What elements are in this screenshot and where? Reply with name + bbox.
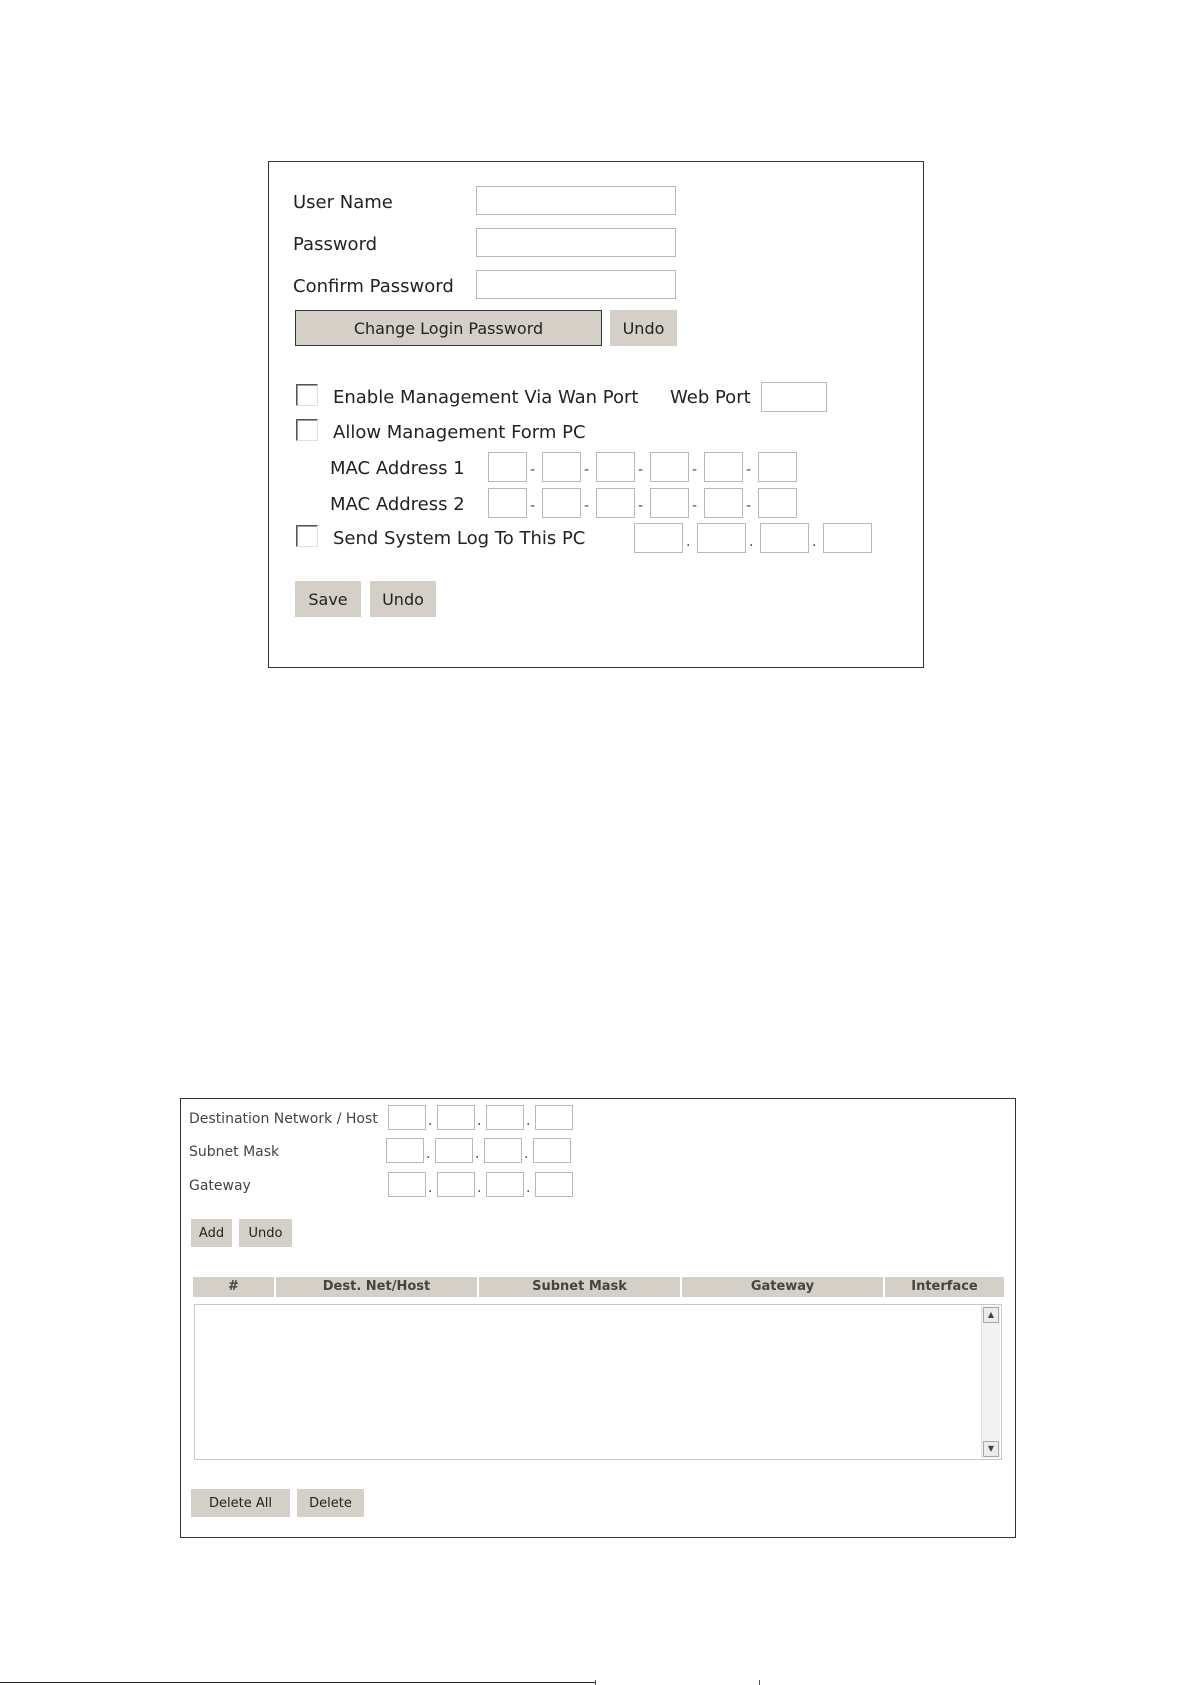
ip-separator: . (749, 534, 754, 550)
ip-separator: . (526, 1180, 531, 1196)
destination-ip-octet[interactable] (388, 1105, 426, 1130)
mac-separator: - (530, 462, 536, 478)
destination-label: Destination Network / Host (189, 1111, 378, 1127)
column-header-number[interactable]: # (193, 1277, 274, 1297)
mac-separator: - (746, 498, 752, 514)
confirm-password-input[interactable] (476, 270, 676, 299)
enable-wan-management-checkbox[interactable] (296, 384, 318, 406)
ip-separator: . (524, 1146, 529, 1162)
gateway-ip-octet[interactable] (486, 1172, 524, 1197)
subnet-mask-octet[interactable] (484, 1138, 522, 1163)
mac-separator: - (692, 462, 698, 478)
ip-separator: . (428, 1113, 433, 1129)
mac-address-2-label: MAC Address 2 (330, 494, 465, 515)
syslog-ip-octet[interactable] (760, 523, 809, 553)
delete-all-button[interactable]: Delete All (191, 1489, 290, 1517)
mac-separator: - (746, 462, 752, 478)
password-label: Password (293, 234, 378, 255)
mac-address-1-octet[interactable] (542, 452, 581, 482)
mac-address-1-octet[interactable] (488, 452, 527, 482)
gateway-label: Gateway (189, 1178, 251, 1194)
save-button[interactable]: Save (295, 581, 361, 617)
syslog-ip-octet[interactable] (634, 523, 683, 553)
mac-address-2-octet[interactable] (704, 488, 743, 518)
subnet-mask-label: Subnet Mask (189, 1144, 280, 1160)
user-name-label: User Name (293, 192, 393, 213)
column-header-interface[interactable]: Interface (885, 1277, 1004, 1297)
page-footer-rule (0, 1682, 596, 1683)
ip-separator: . (475, 1146, 480, 1162)
static-route-panel (180, 1098, 1016, 1538)
gateway-ip-octet[interactable] (388, 1172, 426, 1197)
footer-tick-mark (595, 1680, 596, 1685)
mac-address-1-label: MAC Address 1 (330, 458, 465, 479)
footer-tick-mark (759, 1680, 760, 1685)
mac-separator: - (638, 462, 644, 478)
destination-ip-octet[interactable] (486, 1105, 524, 1130)
undo-button[interactable]: Undo (370, 581, 436, 617)
web-port-label: Web Port (670, 387, 751, 408)
scroll-up-arrow-icon[interactable]: ▲ (983, 1307, 999, 1323)
gateway-ip-octet[interactable] (535, 1172, 573, 1197)
mac-address-1-octet[interactable] (758, 452, 797, 482)
syslog-ip-octet[interactable] (823, 523, 872, 553)
undo-route-button[interactable]: Undo (239, 1219, 292, 1247)
ip-separator: . (526, 1113, 531, 1129)
allow-pc-management-label: Allow Management Form PC (333, 422, 586, 443)
mac-separator: - (638, 498, 644, 514)
user-name-input[interactable] (476, 186, 676, 215)
undo-password-button[interactable]: Undo (610, 310, 677, 346)
ip-separator: . (477, 1113, 482, 1129)
web-port-input[interactable] (761, 382, 827, 412)
mac-address-2-octet[interactable] (596, 488, 635, 518)
ip-separator: . (477, 1180, 482, 1196)
route-list-scrollbar[interactable] (981, 1306, 1000, 1458)
column-header-dest-net-host[interactable]: Dest. Net/Host (276, 1277, 477, 1297)
change-login-password-button[interactable]: Change Login Password (295, 310, 602, 346)
mac-separator: - (530, 498, 536, 514)
add-route-button[interactable]: Add (191, 1219, 232, 1247)
column-header-subnet-mask[interactable]: Subnet Mask (479, 1277, 680, 1297)
mac-address-2-octet[interactable] (488, 488, 527, 518)
management-panel (268, 161, 924, 668)
mac-address-1-octet[interactable] (596, 452, 635, 482)
confirm-password-label: Confirm Password (293, 276, 454, 297)
mac-address-2-octet[interactable] (758, 488, 797, 518)
password-input[interactable] (476, 228, 676, 257)
destination-ip-octet[interactable] (535, 1105, 573, 1130)
ip-separator: . (426, 1146, 431, 1162)
destination-ip-octet[interactable] (437, 1105, 475, 1130)
mac-address-2-octet[interactable] (542, 488, 581, 518)
ip-separator: . (686, 534, 691, 550)
syslog-ip-octet[interactable] (697, 523, 746, 553)
enable-wan-management-label: Enable Management Via Wan Port (333, 387, 639, 408)
ip-separator: . (812, 534, 817, 550)
send-syslog-label: Send System Log To This PC (333, 528, 586, 549)
delete-button[interactable]: Delete (297, 1489, 364, 1517)
gateway-ip-octet[interactable] (437, 1172, 475, 1197)
allow-pc-management-checkbox[interactable] (296, 419, 318, 441)
ip-separator: . (428, 1180, 433, 1196)
mac-address-1-octet[interactable] (650, 452, 689, 482)
send-syslog-checkbox[interactable] (296, 525, 318, 547)
scroll-down-arrow-icon[interactable]: ▼ (983, 1441, 999, 1457)
mac-separator: - (584, 498, 590, 514)
subnet-mask-octet[interactable] (435, 1138, 473, 1163)
mac-separator: - (584, 462, 590, 478)
mac-address-1-octet[interactable] (704, 452, 743, 482)
column-header-gateway[interactable]: Gateway (682, 1277, 883, 1297)
subnet-mask-octet[interactable] (386, 1138, 424, 1163)
subnet-mask-octet[interactable] (533, 1138, 571, 1163)
route-list[interactable] (194, 1304, 1002, 1460)
mac-separator: - (692, 498, 698, 514)
mac-address-2-octet[interactable] (650, 488, 689, 518)
